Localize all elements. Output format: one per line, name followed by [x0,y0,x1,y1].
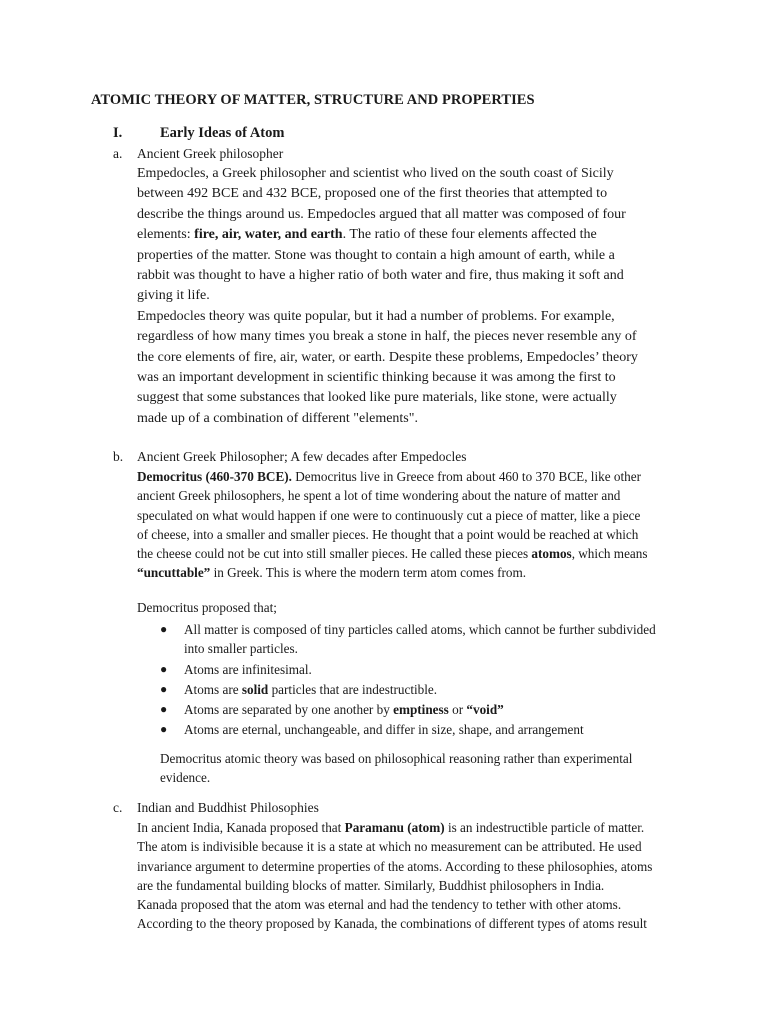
text-line: Empedocles, a Greek philosopher and scientist who lived on the south coast of Sicily [137,166,614,181]
subsection-a-label: Ancient Greek philosopher [137,146,284,161]
text-line: regardless of how many times you break a stone in half, the pieces never resemble any of [137,329,637,345]
text-line: of cheese, into a smaller and smaller pieces. He thought that a point would be reached at which [137,526,639,542]
bullet-icon: ● [160,702,168,717]
text-line: rabbit was thought to have a higher ratio of both water and fire, thus making it soft and [137,268,624,284]
text-line: the core elements of fire, air, water, or earth. Despite these problems, Empedocles’ theory [137,349,638,365]
text-line: Empedocles theory was quite popular, but it had a number of problems. For example, [137,308,615,324]
democritus-proposed-label: Democritus proposed that; [137,600,277,615]
section-heading: Early Ideas of Atom [160,125,285,141]
bold-atomos: atomos [531,546,572,562]
text-line: made up of a combination of different "elements". [137,410,418,426]
text-line: Democritus atomic theory was based on philosophical reasoning rather than experimental [160,751,633,766]
bold-void: “void” [466,702,504,718]
list-item: ● Atoms are solid particles that are indestructible. [160,680,680,699]
text-line: ancient Greek philosophers, he spent a lot of time wondering about the nature of matter and [137,488,621,504]
democritus-bullet-list [160,620,680,741]
subsection-c-marker: c. [113,800,123,815]
bold-democritus: Democritus (460-370 BCE). [137,469,292,484]
text-line: are the fundamental building blocks of matter. Similarly, Buddhist philosophers in India. [137,877,605,893]
list-item: ● Atoms are infinitesimal. [160,660,680,679]
subsection-b-label: Ancient Greek Philosopher; A few decades after Empedocles [137,449,467,464]
text-line: suggest that some substances that looked like pure materials, like stone, were actually [137,390,617,406]
bold-elements: fire, air, water, and earth [194,227,343,243]
subsection-a-marker: a. [113,146,123,161]
subsection-b-marker: b. [113,449,124,464]
democritus-paragraph [137,467,677,583]
bold-uncuttable: “uncuttable” [137,565,211,581]
section-number: I. [113,125,123,141]
text-line: In ancient India, Kanada proposed that Paramanu (atom) is an indestructible particle of matter. [137,820,645,835]
text-line: speculated on what would happen if one were to continuously cut a piece of matter, like a piece [137,507,641,523]
subsection-c-label: Indian and Buddhist Philosophies [137,800,319,815]
bullet-icon: ● [160,661,168,676]
bullet-icon: ● [160,622,168,636]
text-line: The atom is indivisible because it is a state at which no measurement can be attributed. He used [137,839,642,855]
democritus-closing-paragraph [160,749,680,788]
text-line: According to the theory proposed by Kanada, the combinations of different types of atoms result [137,916,647,932]
list-item: ● Atoms are separated by one another by emptiness or “void” [160,700,680,719]
kanada-paragraph [137,818,677,934]
document-title: ATOMIC THEORY OF MATTER, STRUCTURE AND PROPERTIES [91,92,535,108]
text-line: was an important development in scientific thinking because it was among the first to [137,370,616,386]
text-line: properties of the matter. Stone was thought to contain a high amount of earth, while a [137,247,615,263]
text-line: invariance argument to determine properties of the atoms. According to these philosophies, atoms [137,858,653,874]
text-line: describe the things around us. Empedocles argued that all matter was composed of four [137,206,626,222]
bold-paramanu: Paramanu (atom) [344,820,445,835]
list-item: ● All matter is composed of tiny particles called atoms, which cannot be further subdivided into smaller particles. [160,622,656,657]
text-line: “uncuttable” in Greek. This is where the modern term atom comes from. [137,565,527,581]
text-line: elements: fire, air, water, and earth. The ratio of these four elements affected the [137,227,597,243]
bullet-icon: ● [160,722,168,737]
bold-solid: solid [241,681,269,697]
text-line: evidence. [160,770,211,786]
bullet-icon: ● [160,681,168,696]
bold-emptiness: emptiness [393,702,449,718]
text-line: Democritus (460-370 BCE). Democritus live in Greece from about 460 to 370 BCE, like other [137,469,641,484]
text-line: between 492 BCE and 432 BCE, proposed one of the first theories that attempted to [137,186,608,202]
text-line: giving it life. [137,288,210,304]
empedocles-paragraph [137,164,677,429]
text-line: the cheese could not be cut into still smaller pieces. He called these pieces atomos, which means [137,546,648,562]
text-line: Kanada proposed that the atom was eternal and had the tendency to tether with other atoms. [137,897,622,913]
list-item: ● Atoms are eternal, unchangeable, and differ in size, shape, and arrangement [160,720,680,739]
